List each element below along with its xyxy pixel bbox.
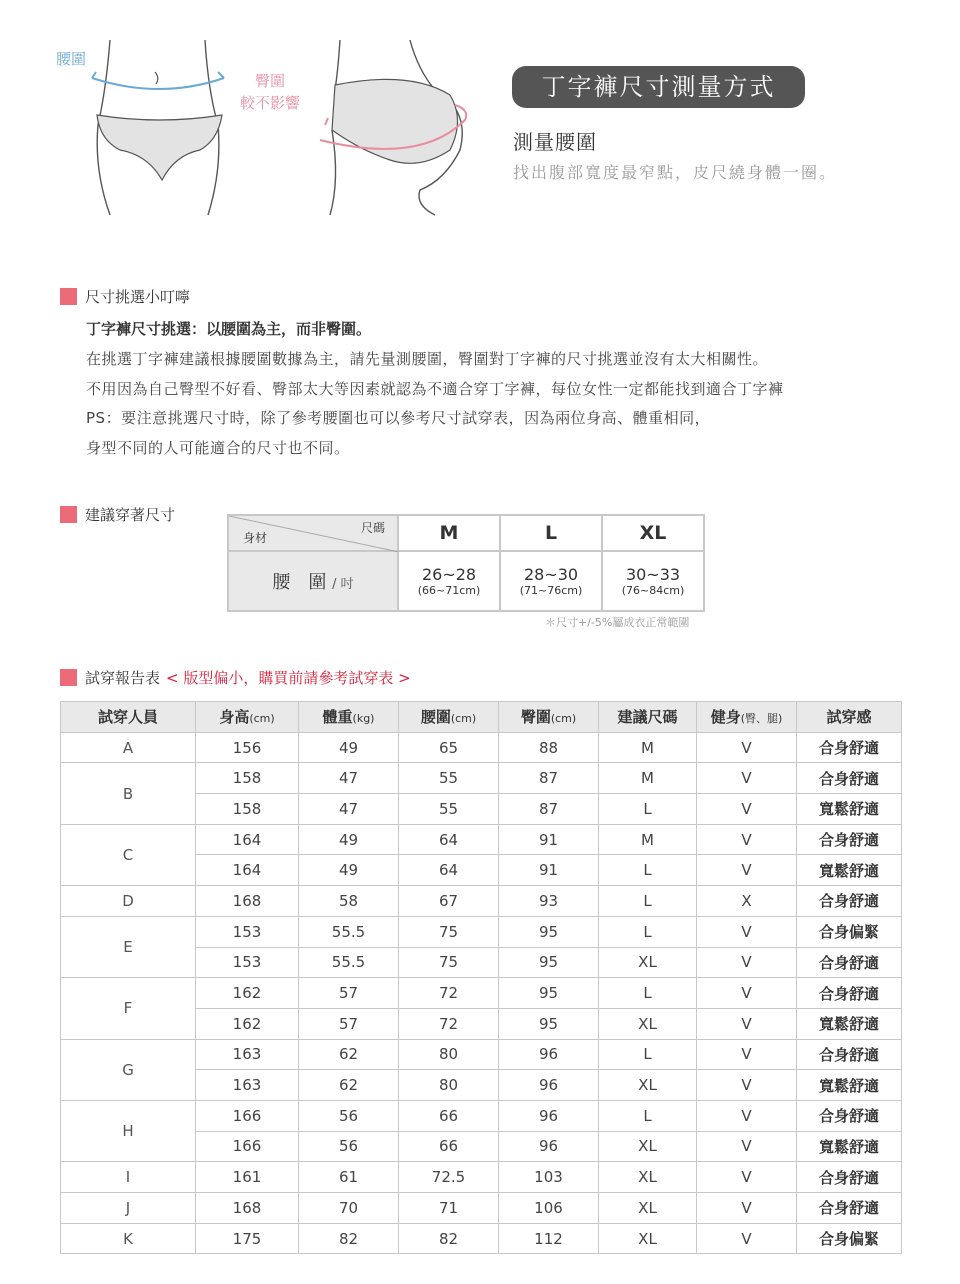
- table-row: [61, 1162, 902, 1193]
- tester-name: A: [61, 732, 196, 763]
- weight-cell: 70: [299, 1193, 399, 1224]
- fit-cell: V: [697, 855, 797, 886]
- feel-cell: 合身舒適: [797, 732, 902, 763]
- size-cell-l: [500, 551, 602, 611]
- hip-cell: 95: [499, 978, 599, 1009]
- hip-label: [240, 70, 300, 114]
- hip-cell: 95: [499, 947, 599, 978]
- weight-cell: 62: [299, 1070, 399, 1101]
- tester-name: D: [61, 886, 196, 917]
- height-cell: 153: [196, 916, 299, 947]
- size-header-m: M: [398, 515, 500, 551]
- header-waist-text: 腰圍: [420, 708, 451, 727]
- tips-section-title: [60, 286, 190, 307]
- height-cell: 161: [196, 1162, 299, 1193]
- fit-cell: V: [697, 1039, 797, 1070]
- table-row: [61, 732, 902, 763]
- size-inch: 30~33: [625, 565, 681, 584]
- size-cell: L: [599, 855, 697, 886]
- weight-cell: 55.5: [299, 916, 399, 947]
- size-cell: L: [599, 1039, 697, 1070]
- size-cell: L: [599, 978, 697, 1009]
- size-cell: XL: [599, 1223, 697, 1254]
- size-cell: M: [599, 824, 697, 855]
- header-height-text: 身高: [219, 708, 250, 727]
- weight-cell: 49: [299, 855, 399, 886]
- waist-cell: 55: [399, 763, 499, 794]
- header-fit-unit: (臀、腿): [740, 712, 783, 726]
- weight-cell: 82: [299, 1223, 399, 1254]
- size-header-xl: XL: [602, 515, 704, 551]
- weight-cell: 47: [299, 794, 399, 825]
- feel-cell: 合身舒適: [797, 1039, 902, 1070]
- hip-cell: 87: [499, 763, 599, 794]
- tester-name: I: [61, 1162, 196, 1193]
- height-cell: 162: [196, 1008, 299, 1039]
- waist-row-text: 腰 圍: [272, 572, 327, 593]
- hip-cell: 96: [499, 1131, 599, 1162]
- feel-cell: 合身舒適: [797, 886, 902, 917]
- tips-line: 身型不同的人可能適合的尺寸也不同。: [86, 439, 350, 457]
- waist-cell: 67: [399, 886, 499, 917]
- waist-cell: 75: [399, 916, 499, 947]
- tester-name: K: [61, 1223, 196, 1254]
- feel-cell: 合身舒適: [797, 1193, 902, 1224]
- hip-cell: 95: [499, 916, 599, 947]
- hip-label-line1: 臀圍: [255, 72, 286, 90]
- table-row: [61, 1223, 902, 1254]
- header-height: [196, 702, 299, 733]
- feel-cell: 合身舒適: [797, 763, 902, 794]
- header-fit: [697, 702, 797, 733]
- hip-cell: 88: [499, 732, 599, 763]
- hip-cell: 96: [499, 1070, 599, 1101]
- size-cell: XL: [599, 1193, 697, 1224]
- hip-cell: 96: [499, 1039, 599, 1070]
- tester-name: E: [61, 916, 196, 977]
- header-hip-unit: (cm): [550, 712, 577, 726]
- fit-cell: X: [697, 886, 797, 917]
- size-chart-table: [227, 514, 705, 612]
- size-cell: XL: [599, 1070, 697, 1101]
- hip-cell: 87: [499, 794, 599, 825]
- fit-cell: V: [697, 978, 797, 1009]
- report-title-text: 試穿報告表: [85, 669, 161, 687]
- weight-cell: 58: [299, 886, 399, 917]
- size-header-l: L: [500, 515, 602, 551]
- waist-cell: 82: [399, 1223, 499, 1254]
- feel-cell: 合身舒適: [797, 1162, 902, 1193]
- size-cell: L: [599, 794, 697, 825]
- corner-body-label: 身材: [243, 531, 268, 545]
- weight-cell: 47: [299, 763, 399, 794]
- measurement-illustration: [40, 30, 490, 230]
- weight-cell: 57: [299, 1008, 399, 1039]
- header-size: 建議尺碼: [599, 702, 697, 733]
- header-waist-unit: (cm): [450, 712, 477, 726]
- corner-size-label: 尺碼: [360, 521, 385, 535]
- height-cell: 158: [196, 794, 299, 825]
- hip-cell: 96: [499, 1100, 599, 1131]
- tester-name: B: [61, 763, 196, 824]
- feel-cell: 寬鬆舒適: [797, 855, 902, 886]
- measure-text: 找出腹部寬度最窄點，皮尺繞身體一圈。: [513, 163, 838, 182]
- hip-cell: 93: [499, 886, 599, 917]
- waist-cell: 71: [399, 1193, 499, 1224]
- weight-cell: 49: [299, 732, 399, 763]
- tips-line: 不用因為自己臀型不好看、臀部太大等因素就認為不適合穿丁字褲，每位女性一定都能找到適合丁字褲: [86, 380, 784, 398]
- weight-cell: 55.5: [299, 947, 399, 978]
- feel-cell: 寬鬆舒適: [797, 1070, 902, 1101]
- size-cell: M: [599, 732, 697, 763]
- fit-cell: V: [697, 1008, 797, 1039]
- tester-name: J: [61, 1193, 196, 1224]
- weight-cell: 61: [299, 1162, 399, 1193]
- fit-cell: V: [697, 763, 797, 794]
- table-row: [61, 763, 902, 794]
- header-height-unit: (cm): [249, 712, 275, 726]
- feel-cell: 合身舒適: [797, 947, 902, 978]
- height-cell: 156: [196, 732, 299, 763]
- height-cell: 162: [196, 978, 299, 1009]
- weight-cell: 57: [299, 978, 399, 1009]
- hip-cell: 103: [499, 1162, 599, 1193]
- feel-cell: 合身偏緊: [797, 1223, 902, 1254]
- waist-cell: 72: [399, 978, 499, 1009]
- waist-row-label: [228, 551, 398, 611]
- tips-title-text: 尺寸挑選小叮嚀: [85, 288, 191, 306]
- weight-cell: 56: [299, 1100, 399, 1131]
- size-inch: 26~28: [421, 565, 477, 584]
- waist-cell: 64: [399, 855, 499, 886]
- size-cm: (76~84cm): [621, 584, 685, 597]
- size-cell: XL: [599, 1008, 697, 1039]
- waist-cell: 80: [399, 1070, 499, 1101]
- feel-cell: 合身舒適: [797, 824, 902, 855]
- hip-label-line2: 較不影響: [240, 94, 301, 112]
- table-row: [61, 1039, 902, 1070]
- header-weight-unit: (kg): [352, 712, 375, 726]
- table-row: [61, 1193, 902, 1224]
- hip-cell: 91: [499, 824, 599, 855]
- feel-cell: 寬鬆舒適: [797, 794, 902, 825]
- section-marker: [60, 669, 77, 686]
- waist-cell: 80: [399, 1039, 499, 1070]
- height-cell: 168: [196, 1193, 299, 1224]
- tester-name: C: [61, 824, 196, 885]
- hip-cell: 112: [499, 1223, 599, 1254]
- header-hip-text: 臀圍: [520, 708, 551, 727]
- size-cell-m: [398, 551, 500, 611]
- size-cm: (66~71cm): [417, 584, 481, 597]
- waist-cell: 65: [399, 732, 499, 763]
- header-fit-text: 健身: [710, 708, 741, 727]
- feel-cell: 合身偏緊: [797, 916, 902, 947]
- size-note: ＊尺寸+/-5%屬成衣正常範圍: [545, 616, 690, 629]
- size-cm: (71~76cm): [519, 584, 583, 597]
- height-cell: 175: [196, 1223, 299, 1254]
- weight-cell: 49: [299, 824, 399, 855]
- size-cell-xl: [602, 551, 704, 611]
- header-weight: [299, 702, 399, 733]
- fit-cell: V: [697, 916, 797, 947]
- report-warning: < 版型偏小，購買前請參考試穿表 >: [166, 669, 411, 687]
- feel-cell: 寬鬆舒適: [797, 1008, 902, 1039]
- feel-cell: 寬鬆舒適: [797, 1131, 902, 1162]
- size-inch: 28~30: [523, 565, 579, 584]
- size-title-text: 建議穿著尺寸: [85, 506, 176, 524]
- section-marker: [60, 288, 77, 305]
- weight-cell: 62: [299, 1039, 399, 1070]
- fit-cell: V: [697, 732, 797, 763]
- report-header-row: [61, 702, 902, 733]
- size-chart-corner: [228, 515, 398, 551]
- page-title: 丁字褲尺寸測量方式: [512, 66, 805, 108]
- hip-cell: 91: [499, 855, 599, 886]
- size-section-title: [60, 504, 175, 525]
- height-cell: 153: [196, 947, 299, 978]
- height-cell: 168: [196, 886, 299, 917]
- fit-cell: V: [697, 794, 797, 825]
- height-cell: 166: [196, 1131, 299, 1162]
- tester-name: F: [61, 978, 196, 1039]
- fit-cell: V: [697, 947, 797, 978]
- waist-cell: 72.5: [399, 1162, 499, 1193]
- fit-cell: V: [697, 1070, 797, 1101]
- header-feel: 試穿感: [797, 702, 902, 733]
- size-cell: L: [599, 1100, 697, 1131]
- fit-cell: V: [697, 1100, 797, 1131]
- tester-name: H: [61, 1100, 196, 1161]
- waist-row-unit: / 吋: [332, 577, 354, 592]
- measure-heading: 測量腰圍: [513, 130, 597, 154]
- tester-name: G: [61, 1039, 196, 1100]
- header-waist: [399, 702, 499, 733]
- size-cell: XL: [599, 947, 697, 978]
- waist-cell: 55: [399, 794, 499, 825]
- tips-bold-line: 丁字褲尺寸挑選：以腰圍為主，而非臀圍。: [86, 320, 372, 338]
- header-hip: [499, 702, 599, 733]
- size-cell: L: [599, 886, 697, 917]
- size-cell: M: [599, 763, 697, 794]
- feel-cell: 合身舒適: [797, 1100, 902, 1131]
- table-row: [61, 1100, 902, 1131]
- weight-cell: 56: [299, 1131, 399, 1162]
- waist-cell: 64: [399, 824, 499, 855]
- report-body: [61, 732, 902, 1254]
- fit-cell: V: [697, 1131, 797, 1162]
- fit-cell: V: [697, 1162, 797, 1193]
- fit-cell: V: [697, 1223, 797, 1254]
- height-cell: 166: [196, 1100, 299, 1131]
- waist-label: 腰圍: [56, 50, 87, 68]
- height-cell: 163: [196, 1070, 299, 1101]
- header-person: 試穿人員: [61, 702, 196, 733]
- size-cell: L: [599, 916, 697, 947]
- height-cell: 164: [196, 855, 299, 886]
- height-cell: 163: [196, 1039, 299, 1070]
- feel-cell: 合身舒適: [797, 978, 902, 1009]
- table-row: [61, 978, 902, 1009]
- size-cell: XL: [599, 1131, 697, 1162]
- hip-cell: 95: [499, 1008, 599, 1039]
- trial-report-table: [60, 701, 902, 1254]
- fit-cell: V: [697, 824, 797, 855]
- waist-cell: 66: [399, 1100, 499, 1131]
- table-row: [61, 886, 902, 917]
- fit-cell: V: [697, 1193, 797, 1224]
- waist-cell: 75: [399, 947, 499, 978]
- waist-cell: 72: [399, 1008, 499, 1039]
- size-cell: XL: [599, 1162, 697, 1193]
- report-section-title: [60, 667, 411, 688]
- hip-cell: 106: [499, 1193, 599, 1224]
- table-row: [61, 916, 902, 947]
- height-cell: 164: [196, 824, 299, 855]
- table-row: [61, 824, 902, 855]
- tips-line: 在挑選丁字褲建議根據腰圍數據為主，請先量測腰圍，臀圍對丁字褲的尺寸挑選並沒有太大相關性。: [86, 350, 769, 368]
- height-cell: 158: [196, 763, 299, 794]
- waist-cell: 66: [399, 1131, 499, 1162]
- section-marker: [60, 506, 77, 523]
- tips-line: PS：要注意挑選尺寸時，除了參考腰圍也可以參考尺寸試穿表，因為兩位身高、體重相同，: [86, 409, 711, 427]
- header-weight-text: 體重: [322, 708, 353, 727]
